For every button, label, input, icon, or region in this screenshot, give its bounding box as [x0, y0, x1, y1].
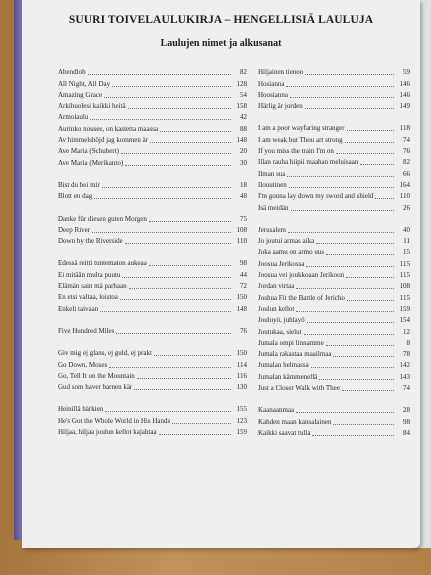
song-title: Blott en dag — [58, 192, 93, 201]
page-number: 146 — [399, 90, 410, 99]
dot-leader — [347, 130, 395, 131]
song-title: Ave Maria (Schubert) — [58, 147, 119, 156]
page-number: 74 — [403, 135, 410, 144]
index-entry — [58, 156, 247, 167]
index-entry — [258, 404, 410, 415]
song-title: Go, Tell It on the Mountain — [58, 371, 135, 380]
index-entry — [58, 426, 247, 437]
index-entry — [58, 381, 247, 392]
index-entry — [58, 358, 247, 369]
index-entry — [258, 156, 410, 167]
page-number: 98 — [240, 259, 247, 268]
dot-leader — [288, 232, 394, 233]
dot-leader — [360, 164, 394, 165]
page-number: 30 — [240, 158, 247, 167]
index-entry — [58, 347, 247, 358]
index-column-right — [258, 66, 410, 438]
dot-leader — [125, 243, 231, 244]
song-title: If you miss the train I'm on — [258, 147, 334, 156]
song-title: Jumala rakastaa maailmaa — [258, 350, 332, 359]
dot-leader — [109, 367, 231, 368]
page-number: 26 — [403, 203, 410, 212]
index-entry — [258, 100, 410, 111]
page-number: 150 — [236, 293, 247, 302]
index-entry — [58, 145, 247, 156]
song-title: Ilman sua — [258, 169, 286, 178]
page-number: 78 — [403, 350, 410, 359]
index-entry — [58, 89, 247, 100]
song-title: Ei mitään multa puutu — [58, 270, 121, 279]
group-spacer — [58, 168, 247, 179]
page-number: 20 — [240, 147, 247, 156]
index-entry — [58, 302, 247, 313]
page-number: 159 — [399, 304, 410, 313]
index-entry — [258, 415, 410, 426]
song-title: He's Got the Whole World in His Hands — [58, 416, 171, 425]
song-title: Joutukaa, sielut — [258, 327, 302, 336]
index-entry — [258, 190, 410, 201]
group-spacer — [258, 213, 410, 224]
page-number: 59 — [403, 68, 410, 77]
index-entry — [258, 382, 410, 393]
index-entry — [258, 314, 410, 325]
song-title: Av himmelshöjd jag kommen är — [58, 136, 149, 145]
page-number: 148 — [236, 304, 247, 313]
page-number: 76 — [403, 147, 410, 156]
group-spacer — [258, 393, 410, 404]
dot-leader — [149, 265, 231, 266]
song-title: Danke für diesen guten Morgen — [58, 214, 147, 223]
index-entry — [258, 303, 410, 314]
index-entry — [58, 280, 247, 291]
index-entry — [58, 134, 247, 145]
index-entry — [58, 111, 247, 122]
index-entry — [58, 212, 247, 223]
song-title: Down by the Riverside — [58, 237, 123, 246]
index-entry — [58, 414, 247, 425]
dot-leader — [104, 97, 231, 98]
index-entry — [258, 291, 410, 302]
page-number: 54 — [240, 90, 247, 99]
index-entry — [258, 246, 410, 257]
dot-leader — [90, 119, 231, 120]
dot-leader — [149, 221, 231, 222]
page-number: 110 — [236, 237, 247, 246]
dot-leader — [296, 311, 394, 312]
page-number: 88 — [240, 124, 247, 133]
page-number: 72 — [240, 282, 247, 291]
index-entry — [58, 179, 247, 190]
index-entry — [258, 348, 410, 359]
dot-leader — [129, 288, 231, 289]
page-number: 118 — [399, 124, 410, 133]
page-number: 142 — [399, 361, 410, 370]
page-number: 11 — [403, 237, 410, 246]
song-title: Joshua Fit the Battle of Jericho — [258, 293, 345, 302]
index-entry — [58, 291, 247, 302]
index-entry — [58, 190, 247, 201]
index-entry — [258, 122, 410, 133]
dot-leader — [154, 355, 231, 356]
index-entry — [258, 269, 410, 280]
page-number: 74 — [403, 384, 410, 393]
index-entry — [58, 325, 247, 336]
song-title: Armolaulu — [58, 113, 89, 122]
page-number: 149 — [399, 102, 410, 111]
page-number: 150 — [236, 349, 247, 358]
dot-leader — [120, 299, 231, 300]
dot-leader — [326, 345, 394, 346]
page-number: 114 — [236, 360, 247, 369]
index-entry — [258, 89, 410, 100]
dot-leader — [94, 198, 231, 199]
song-title: Kahden maan kansalainen — [258, 417, 332, 426]
dot-leader — [125, 165, 231, 166]
dot-leader — [347, 300, 394, 301]
song-title: Jumalan kämmenellä — [258, 372, 318, 381]
page-number: 123 — [236, 416, 247, 425]
page-title: SUURI TOIVELAULUKIRJA – HENGELLISIÄ LAULUJA — [68, 14, 374, 26]
page-number: 115 — [399, 271, 410, 280]
page-number: 116 — [236, 371, 247, 380]
dot-leader — [311, 367, 394, 368]
song-title: Hosianna — [258, 79, 285, 88]
page-number: 148 — [236, 136, 247, 145]
index-entry — [58, 403, 247, 414]
song-title: En etsi valtaa, loistoa — [58, 293, 118, 302]
dot-leader — [160, 131, 231, 132]
page-number: 18 — [240, 180, 247, 189]
song-title: Go Down, Moses — [58, 360, 108, 369]
dot-leader — [150, 142, 231, 143]
dot-leader — [296, 288, 394, 289]
song-title: Hoosianna — [258, 90, 288, 99]
song-title: Abendlob — [58, 68, 86, 77]
index-entry — [258, 337, 410, 348]
index-entry — [58, 66, 247, 77]
index-entry — [258, 224, 410, 235]
song-title: Heinillä härkien — [58, 405, 104, 414]
song-title: Jouluyö, juhlayö — [258, 316, 305, 325]
song-title: Hiljainen tienoo — [258, 68, 304, 77]
song-title: Joka aamu on armo uus — [258, 248, 325, 257]
dot-leader — [121, 153, 231, 154]
song-title: Härlig är jorden — [258, 102, 303, 111]
page-number: 159 — [236, 428, 247, 437]
dot-leader — [290, 97, 394, 98]
song-title: Jumalan helmassa — [258, 361, 309, 370]
song-title: I am weak but Thou art strong — [258, 135, 343, 144]
index-entry — [58, 224, 247, 235]
song-title: Kaanaanmaa — [258, 406, 295, 415]
group-spacer — [58, 201, 247, 212]
index-entry — [258, 201, 410, 212]
song-title: Edessä reitti tuntematon aukeaa — [58, 259, 147, 268]
dot-leader — [304, 334, 394, 335]
dot-leader — [289, 187, 394, 188]
dot-leader — [159, 434, 231, 435]
page-number: 76 — [240, 326, 247, 335]
dot-leader — [336, 153, 394, 154]
page-number: 115 — [399, 259, 410, 268]
song-title: Bist du bei mir — [58, 180, 100, 189]
index-entry — [58, 122, 247, 133]
dot-leader — [305, 74, 394, 75]
page-number: 164 — [399, 180, 410, 189]
dot-leader — [333, 356, 394, 357]
page-number: 84 — [403, 428, 410, 437]
song-title: Jumala ompi linnamme — [258, 338, 324, 347]
page-subtitle: Laulujen nimet ja alkusanat — [160, 38, 282, 49]
dot-leader — [306, 266, 394, 267]
dot-leader — [287, 176, 394, 177]
page-number: 108 — [236, 225, 247, 234]
index-entry — [258, 133, 410, 144]
index-entry — [258, 145, 410, 156]
song-title: Ilouutinen — [258, 180, 287, 189]
index-entry — [258, 370, 410, 381]
group-spacer — [58, 336, 247, 347]
page-number: 42 — [240, 113, 247, 122]
dot-leader — [172, 423, 231, 424]
song-title: Five Hundred Miles — [58, 326, 115, 335]
index-entry — [258, 359, 410, 370]
index-entry — [258, 77, 410, 88]
page-number: 155 — [236, 405, 247, 414]
page-number: 75 — [240, 214, 247, 223]
page-number: 115 — [399, 293, 410, 302]
dot-leader — [375, 198, 394, 199]
index-entry — [58, 268, 247, 279]
group-spacer — [58, 392, 247, 403]
song-title: Joulun kellot — [258, 304, 295, 313]
dot-leader — [291, 210, 394, 211]
dot-leader — [88, 74, 231, 75]
song-title: Hiljaa, hiljaa joulun kellot kajahtaa — [58, 428, 157, 437]
page-number: 108 — [399, 282, 410, 291]
index-entry — [258, 325, 410, 336]
dot-leader — [345, 142, 394, 143]
page-number: 110 — [399, 192, 410, 201]
index-column-left — [58, 66, 247, 437]
index-entry — [258, 235, 410, 246]
page-number: 98 — [403, 417, 410, 426]
index-entry — [258, 179, 410, 190]
page-number: 66 — [403, 169, 410, 178]
index-entry — [258, 257, 410, 268]
song-title: Jo joutui armas aika — [258, 237, 315, 246]
index-entry — [258, 167, 410, 178]
group-spacer — [258, 111, 410, 122]
song-title: Jerusalem — [258, 225, 286, 234]
song-title: Elämän sain mä parhaan — [58, 282, 127, 291]
dot-leader — [316, 243, 394, 244]
dot-leader — [105, 411, 231, 412]
index-entry — [58, 235, 247, 246]
page-number: 48 — [240, 192, 247, 201]
song-title: Joosua Jerikossa — [258, 259, 305, 268]
song-title: Just a Closer Walk with Thee — [258, 384, 340, 393]
song-title: Deep River — [58, 225, 91, 234]
dot-leader — [122, 277, 231, 278]
dot-leader — [134, 389, 231, 390]
page-number: 130 — [236, 383, 247, 392]
dot-leader — [312, 435, 394, 436]
song-title: Kaikki saavat tulla — [258, 428, 311, 437]
page-number: 146 — [399, 79, 410, 88]
dot-leader — [326, 254, 394, 255]
index-entry — [58, 257, 247, 268]
index-entry — [258, 280, 410, 291]
page-number: 15 — [403, 248, 410, 257]
index-entry — [58, 77, 247, 88]
song-title: Aurinko nousee, on kastetta maassa — [58, 124, 159, 133]
song-title: I am a poor wayfaring stranger — [258, 124, 345, 133]
dot-leader — [319, 379, 394, 380]
dot-leader — [346, 277, 394, 278]
dot-leader — [128, 108, 231, 109]
page-number: 8 — [406, 338, 410, 347]
page-number: 82 — [403, 158, 410, 167]
page-number: 12 — [403, 327, 410, 336]
group-spacer — [58, 246, 247, 257]
page-number: 82 — [240, 68, 247, 77]
dot-leader — [307, 322, 394, 323]
song-title: Illan rauha hiipii maahan meluisaan — [258, 158, 359, 167]
index-entry — [258, 66, 410, 77]
song-title: I'm gonna lay down my sword and shield — [258, 192, 374, 201]
dot-leader — [296, 412, 394, 413]
dot-leader — [305, 108, 394, 109]
song-title: Gud som haver barnen kär — [58, 383, 133, 392]
dot-leader — [137, 378, 231, 379]
dot-leader — [342, 390, 394, 391]
page-number: 143 — [399, 372, 410, 381]
book-page — [22, 0, 420, 548]
dot-leader — [100, 311, 231, 312]
page-number: 128 — [236, 79, 247, 88]
page-number: 40 — [403, 225, 410, 234]
page-number: 154 — [399, 316, 410, 325]
index-entry — [58, 370, 247, 381]
page-number: 158 — [236, 102, 247, 111]
index-entry — [58, 100, 247, 111]
song-title: Joosua vei joukkoaan Jerikoon — [258, 271, 345, 280]
song-title: Arkihuolesi kaikki heitä — [58, 102, 126, 111]
dot-leader — [116, 333, 231, 334]
dot-leader — [92, 232, 231, 233]
dot-leader — [102, 187, 231, 188]
song-title: Jordan virtaa — [258, 282, 295, 291]
page-number: 44 — [240, 270, 247, 279]
group-spacer — [58, 314, 247, 325]
dot-leader — [333, 424, 394, 425]
song-title: All Night, All Day — [58, 79, 111, 88]
index-entry — [258, 427, 410, 438]
page-number: 28 — [403, 406, 410, 415]
song-title: Giv mig ej glans, ej guld, ej prakt — [58, 349, 152, 358]
dot-leader — [286, 86, 394, 87]
song-title: Ave Maria (Merikanto) — [58, 158, 124, 167]
song-title: Isä meidän — [258, 203, 289, 212]
dot-leader — [112, 86, 231, 87]
song-title: Enkeli taivaan — [58, 304, 99, 313]
song-title: Amazing Grace — [58, 90, 103, 99]
